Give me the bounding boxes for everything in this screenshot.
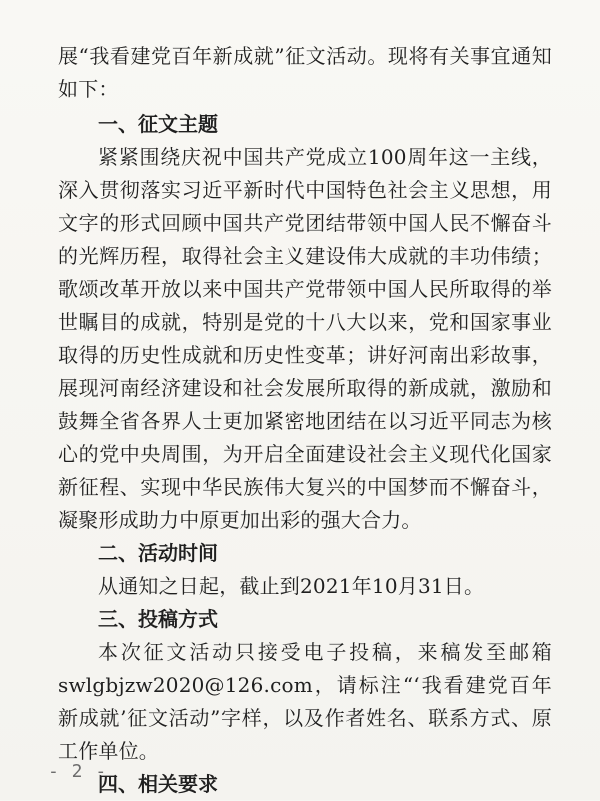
section-heading-requirements: 四、相关要求: [98, 772, 218, 796]
intro-paragraph: 展“我看建党百年新成就”征文活动。现将有关事宜通知如下：: [58, 44, 552, 101]
section-heading-time: 二、活动时间: [98, 541, 218, 565]
section-heading-theme: 一、征文主题: [98, 112, 218, 136]
document-body: [58, 40, 552, 801]
time-paragraph: 从通知之日起，截止到2021年10月31日。: [98, 574, 485, 598]
theme-paragraph: 紧紧围绕庆祝中国共产党成立100周年这一主线，深入贯彻落实习近平新时代中国特色社会主义思想，用文字的形式回顾中国共产党团结带领中国人民不懈奋斗的光辉历程，取得社会主义建设伟大成就的丰功伟绩；歌颂改革开放以来中国共产党带领中国人民所取得的举世瞩目的成就，特别是党的十八大以来，党和国家事业取得的历史性成就和历史性变革；讲好河南出彩故事，展现河南经济建设和社会发展所取得的新成就，激励和鼓舞全省各界人士更加紧密地团结在以习近平同志为核心的党中央周围，为开启全面建设社会主义现代化国家新征程、实现中华民族伟大复兴的中国梦而不懈奋斗，凝聚形成助力中原更加出彩的强大合力。: [58, 145, 552, 532]
page-number: - 2 -: [48, 761, 108, 782]
submission-paragraph: 本次征文活动只接受电子投稿，来稿发至邮箱swlgbjzw2020@126.com，请标注“‘我看建党百年新成就’征文活动”字样，以及作者姓名、联系方式、原工作单位。: [58, 640, 552, 763]
section-heading-submission: 三、投稿方式: [98, 607, 218, 631]
